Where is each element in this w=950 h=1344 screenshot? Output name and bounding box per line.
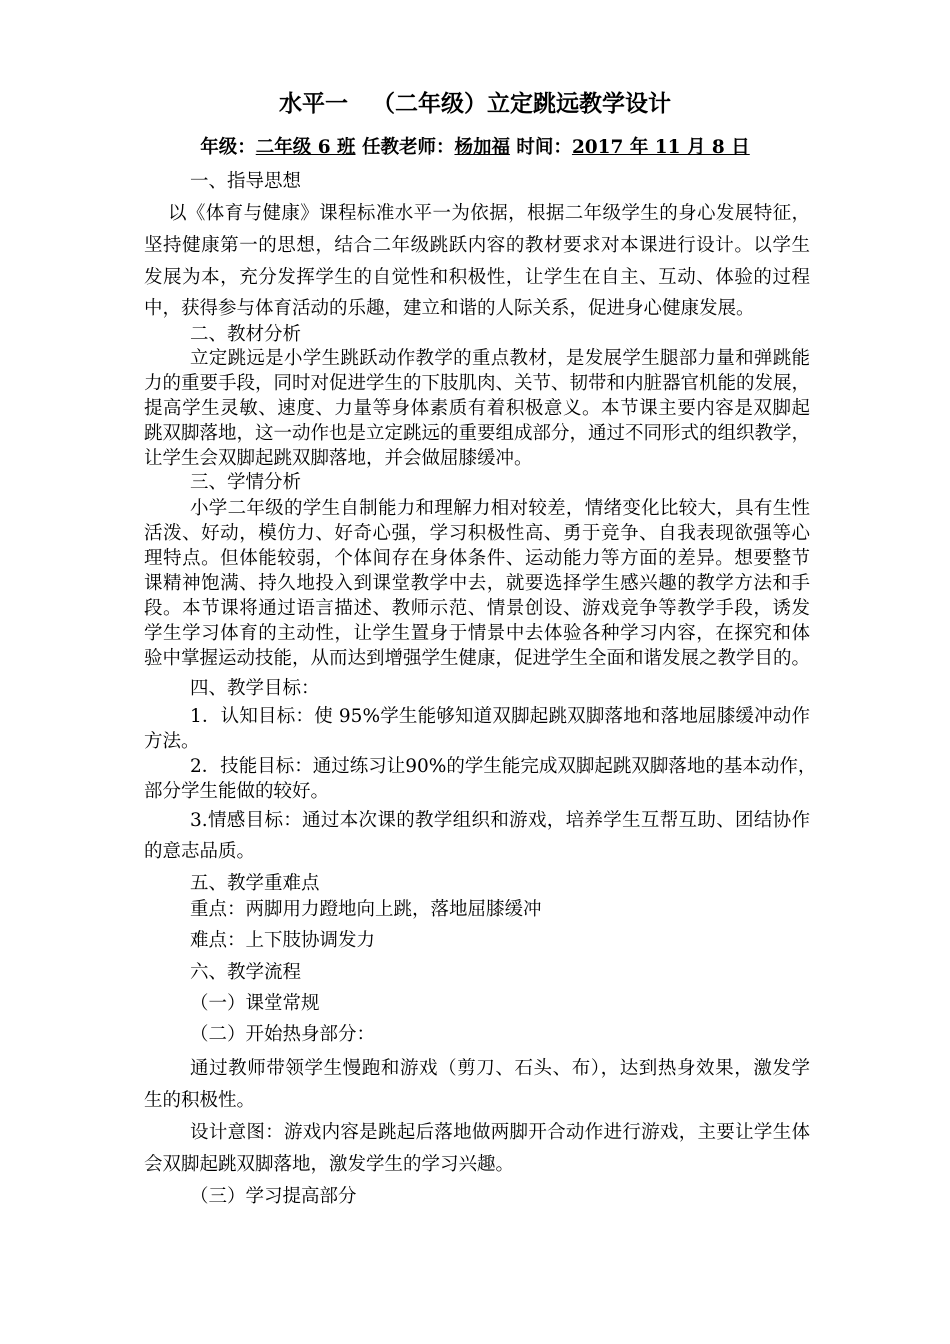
page-title: 水平一 （二年级）立定跳远教学设计 [278, 91, 672, 117]
paragraph-line: 跳双脚落地，这一动作也是立定跳远的重要组成部分，通过不同形式的组织教学， [144, 423, 811, 444]
lesson-meta [0, 139, 950, 158]
time-label: 时间： [509, 137, 572, 158]
subsection-heading: （一）课堂常规 [190, 993, 320, 1014]
paragraph-line: 提高学生灵敏、速度、力量等身体素质有着积极意义。本节课主要内容是双脚起 [144, 398, 810, 419]
teacher-value: 杨加福 [454, 137, 510, 158]
grade-value: 二年级 6 班 [255, 137, 356, 158]
section-heading: 六、教学流程 [190, 962, 302, 983]
teacher-label: 任教老师： [355, 137, 455, 158]
paragraph-line: 课精神饱满、持久地投入到课堂教学中去，就要选择学生感兴趣的教学方法和手 [144, 573, 810, 594]
paragraph-line: 中，获得参与体育活动的乐趣，建立和谐的人际关系，促进身心健康发展。 [144, 298, 755, 319]
section-heading: 三、学情分析 [190, 472, 302, 493]
paragraph-line: 活泼、好动，模仿力、好奇心强，学习积极性高、勇于竞争、自我表现欲强等心 [144, 523, 810, 544]
paragraph-line: 学生学习体育的主动性，让学生置身于情景中去体验各种学习内容，在探究和体 [144, 623, 810, 644]
goal-line: 1．认知目标：使 95%学生能够知道双脚起跳双脚落地和落地屈膝缓冲动作 [190, 706, 810, 727]
paragraph-line: 立定跳远是小学生跳跃动作教学的重点教材，是发展学生腿部力量和弹跳能 [190, 348, 810, 369]
time-value: 2017 年 11 月 8 日 [571, 137, 750, 158]
paragraph-line: 会双脚起跳双脚落地，激发学生的学习兴趣。 [144, 1154, 515, 1175]
subsection-heading: （三）学习提高部分 [190, 1186, 357, 1207]
paragraph-line: 小学二年级的学生自制能力和理解力相对较差，情绪变化比较大，具有生性 [190, 498, 810, 519]
section-heading: 五、教学重难点 [190, 873, 320, 894]
paragraph-line: 段。本节课将通过语言描述、教师示范、情景创设、游戏竞争等教学手段，诱发 [144, 598, 810, 619]
key-point: 重点：两脚用力蹬地向上跳，落地屈膝缓冲 [190, 899, 542, 920]
goal-line: 方法。 [144, 731, 200, 752]
paragraph-line: 理特点。但体能较弱，个体间存在身体条件、运动能力等方面的差异。想要整节 [144, 548, 810, 569]
difficulty-point: 难点：上下肢协调发力 [190, 930, 376, 951]
goal-line: 2．技能目标：通过练习让90%的学生能完成双脚起跳双脚落地的基本动作， [190, 756, 817, 777]
paragraph-line: 以《体育与健康》课程标准水平一为依据，根据二年级学生的身心发展特征， [168, 203, 810, 224]
paragraph-line: 让学生会双脚起跳双脚落地，并会做屈膝缓冲。 [144, 448, 533, 469]
subsection-heading: （二）开始热身部分： [190, 1024, 376, 1045]
section-heading: 一、指导思想 [190, 171, 302, 192]
section-heading: 二、教材分析 [190, 324, 302, 345]
paragraph-line: 力的重要手段，同时对促进学生的下肢肌肉、关节、韧带和内脏器官机能的发展， [144, 373, 811, 394]
goal-line: 部分学生能做的较好。 [144, 781, 330, 802]
grade-label: 年级： [200, 137, 256, 158]
goal-line: 的意志品质。 [144, 841, 256, 862]
paragraph-line: 坚持健康第一的思想，结合二年级跳跃内容的教材要求对本课进行设计。以学生 [144, 235, 810, 256]
paragraph-line: 生的积极性。 [144, 1090, 256, 1111]
paragraph-line: 设计意图：游戏内容是跳起后落地做两脚开合动作进行游戏，主要让学生体 [190, 1122, 810, 1143]
goal-line: 3.情感目标：通过本次课的教学组织和游戏，培养学生互帮互助、团结协作 [190, 810, 810, 831]
paragraph-line: 发展为本，充分发挥学生的自觉性和积极性，让学生在自主、互动、体验的过程 [144, 267, 810, 288]
paragraph-line: 验中掌握运动技能，从而达到增强学生健康，促进学生全面和谐发展之教学目的。 [144, 648, 811, 669]
section-heading: 四、教学目标： [190, 678, 320, 699]
paragraph-line: 通过教师带领学生慢跑和游戏（剪刀、石头、布），达到热身效果，激发学 [190, 1058, 810, 1079]
